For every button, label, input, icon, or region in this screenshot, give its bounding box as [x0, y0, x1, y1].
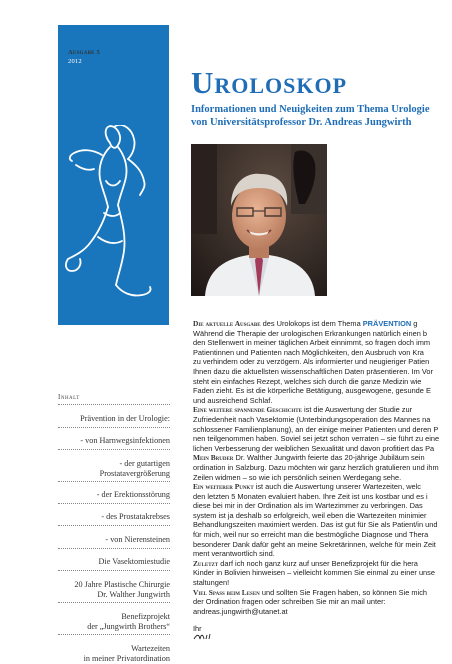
cover-banner	[58, 25, 169, 325]
paragraph-line: für mich, weil nur so erreicht man die bestmögliche Diagnose und Thera	[193, 530, 429, 540]
paragraph-line: Behandlungszeiten maximiert werden. Das ist gut für Sie als Patient/in und	[193, 520, 438, 530]
paragraph-line: besonderer Dank dafür geht an meine Sekretärinnen, welche für mein Zeit	[193, 539, 436, 549]
paragraph-line: Zeilen widmen – so wie ich persönlich seinen Werdegang sehe.	[193, 472, 402, 482]
toc-item[interactable]: Die Vasektomiestudie	[98, 557, 170, 566]
paragraph-line: steht ein einfaches Rezept, welches sich durch die ganze Medizin wie	[193, 376, 422, 386]
issue-label: Ausgabe 5	[68, 49, 100, 56]
paragraph-line	[193, 482, 452, 492]
toc-divider	[58, 404, 170, 405]
toc-item[interactable]: - von Nierensteinen	[105, 535, 170, 544]
paragraph-line: Patientinnen und Patienten nach Möglichkeiten, den Ausbruch von Kra	[193, 347, 424, 357]
closing-word: Ihr	[193, 624, 202, 633]
paragraph-line: der Ordination fragen oder schreiben Sie mir an mail unter:	[193, 597, 386, 607]
paragraph-line	[193, 559, 452, 569]
lead-in: Mein Bruder	[193, 453, 234, 463]
text-run: ist auch die Auswertung unserer Wartezeiten, welc	[253, 482, 421, 492]
newsletter-title: Uroloskop	[191, 65, 348, 100]
email-link[interactable]: andreas.jungwirth@utanet.at	[193, 606, 288, 616]
issue-info	[68, 48, 100, 66]
toc-item[interactable]: in meiner Privatordination	[83, 654, 170, 663]
toc-item[interactable]: Dr. Walther Jungwirth	[97, 590, 170, 599]
toc-item[interactable]: - von Harnwegsinfektionen	[80, 436, 170, 445]
toc-item[interactable]: der „Jungwirth Brothers“	[87, 622, 170, 631]
paragraph-line: Während die Therapie der urologischen Erkrankungen natürlich einen b	[193, 328, 428, 338]
text-run: darf ich noch ganz kurz auf unser Benefizprojekt für die hera	[218, 558, 418, 568]
toc-divider	[58, 602, 170, 603]
lead-in: Viel Spass beim Lesen	[193, 587, 260, 597]
toc-item[interactable]: Prävention in der Urologie:	[80, 414, 170, 423]
toc-item[interactable]: 20 Jahre Plastische Chirurgie	[74, 580, 170, 589]
paragraph-line: ordination in Salzburg. Dazu möchten wir ganz herzlich gratulieren und ihm	[193, 462, 439, 472]
highlight-word: PRÄVENTION	[362, 319, 412, 328]
paragraph-line: lichen Verbesserung der weiblichen Sexualität und davon profitiert das Pa	[193, 443, 435, 453]
paragraph-line: nen teilgenommen haben. Soviel sei jetzt schon verraten – sie führt zu eine	[193, 434, 440, 444]
text-run: und sollten Sie Fragen haben, so können Sie mich	[259, 587, 428, 597]
lead-in: Eine weitere spannende Geschichte	[193, 405, 302, 415]
paragraph-line	[193, 588, 452, 598]
toc-heading: Inhalt	[58, 393, 80, 401]
lead-in: Ein weiterer Punkt	[193, 482, 254, 492]
paragraph-line	[193, 405, 452, 415]
paragraph-line: Kinder in Bolivien hinweisen – vielleicht kommen Sie einmal zu einer unse	[193, 568, 435, 578]
toc-divider	[58, 548, 170, 549]
toc-divider	[58, 427, 170, 428]
paragraph-line: ment verantwortlich sind.	[193, 549, 275, 559]
author-portrait-photo	[191, 144, 327, 296]
toc-divider	[58, 481, 170, 482]
paragraph-line: schlossener Familienplanung), an der einige meiner Patienten und deren P	[193, 424, 439, 434]
paragraph-line: den Stellenwert in meiner täglichen Arbeit einnimmt, so fragen doch imm	[193, 338, 431, 348]
toc-item[interactable]: - der gutartigen	[119, 459, 170, 468]
lead-in: Die aktuelle Ausgabe	[193, 319, 261, 328]
paragraph-line: Faden zieht. Es ist die körperliche Betätigung, ausgewogene, gesunde E	[193, 386, 431, 396]
paragraph-line: zu verhindern oder zu verzögern. Als informierter und neugieriger Patien	[193, 357, 430, 367]
toc-divider	[58, 525, 170, 526]
signature-mark	[193, 632, 223, 640]
paragraph-line	[193, 319, 452, 329]
toc-item[interactable]: Wartezeiten	[131, 644, 170, 653]
text-run: ist die Auswertung der Studie zur	[301, 405, 413, 415]
text-run: g	[411, 319, 418, 328]
paragraph-line: und ausreichend Schlaf.	[193, 395, 273, 405]
toc-divider	[58, 570, 170, 571]
lead-in: Zuletzt	[193, 558, 219, 568]
toc-item[interactable]: - des Prostatakrebses	[101, 512, 170, 521]
toc-divider	[58, 449, 170, 450]
text-run: Dr. Walther Jungwirth feierte das 20-jährige Jubiläum sein	[233, 453, 425, 463]
toc-divider	[58, 503, 170, 504]
toc-item[interactable]: Prostatavergrößerung	[99, 469, 170, 478]
paragraph-line: Zufriedenheit nach Vasektomie (Unterbindungsoperation des Mannes na	[193, 414, 431, 424]
paragraph-line: system ist ja deshalb so erfolgreich, weil eben die Wartezeiten minimier	[193, 510, 427, 520]
newsletter-subtitle	[191, 103, 452, 129]
editorial-text	[193, 319, 452, 616]
dancing-figure-illustration	[62, 125, 164, 315]
issue-year: 2012	[68, 58, 82, 65]
subtitle-line-1: Informationen und Neuigkeiten zum Thema Urologie	[191, 104, 430, 115]
toc-item[interactable]: Benefizprojekt	[121, 612, 170, 621]
paragraph-line: diese bei mir in der Ordination als im Wartezimmer zu verbringen. Das	[193, 501, 423, 511]
toc-divider	[58, 634, 170, 635]
paragraph-line	[193, 453, 452, 463]
paragraph-line: den letzten 5 Monaten evaluiert haben. Ihre Zeit ist uns kostbar und es i	[193, 491, 428, 501]
paragraph-line: staltungen!	[193, 578, 230, 588]
text-run: des Urolokops ist dem Thema	[260, 319, 363, 328]
paragraph-line: Ihnen dazu die aktuellsten wissenschaftlichen Daten präsentieren. Im Vor	[193, 366, 433, 376]
toc-item[interactable]: - der Erektionsstörung	[96, 490, 170, 499]
subtitle-line-2: von Universitätsprofessor Dr. Andreas Jungwirth	[191, 117, 412, 128]
